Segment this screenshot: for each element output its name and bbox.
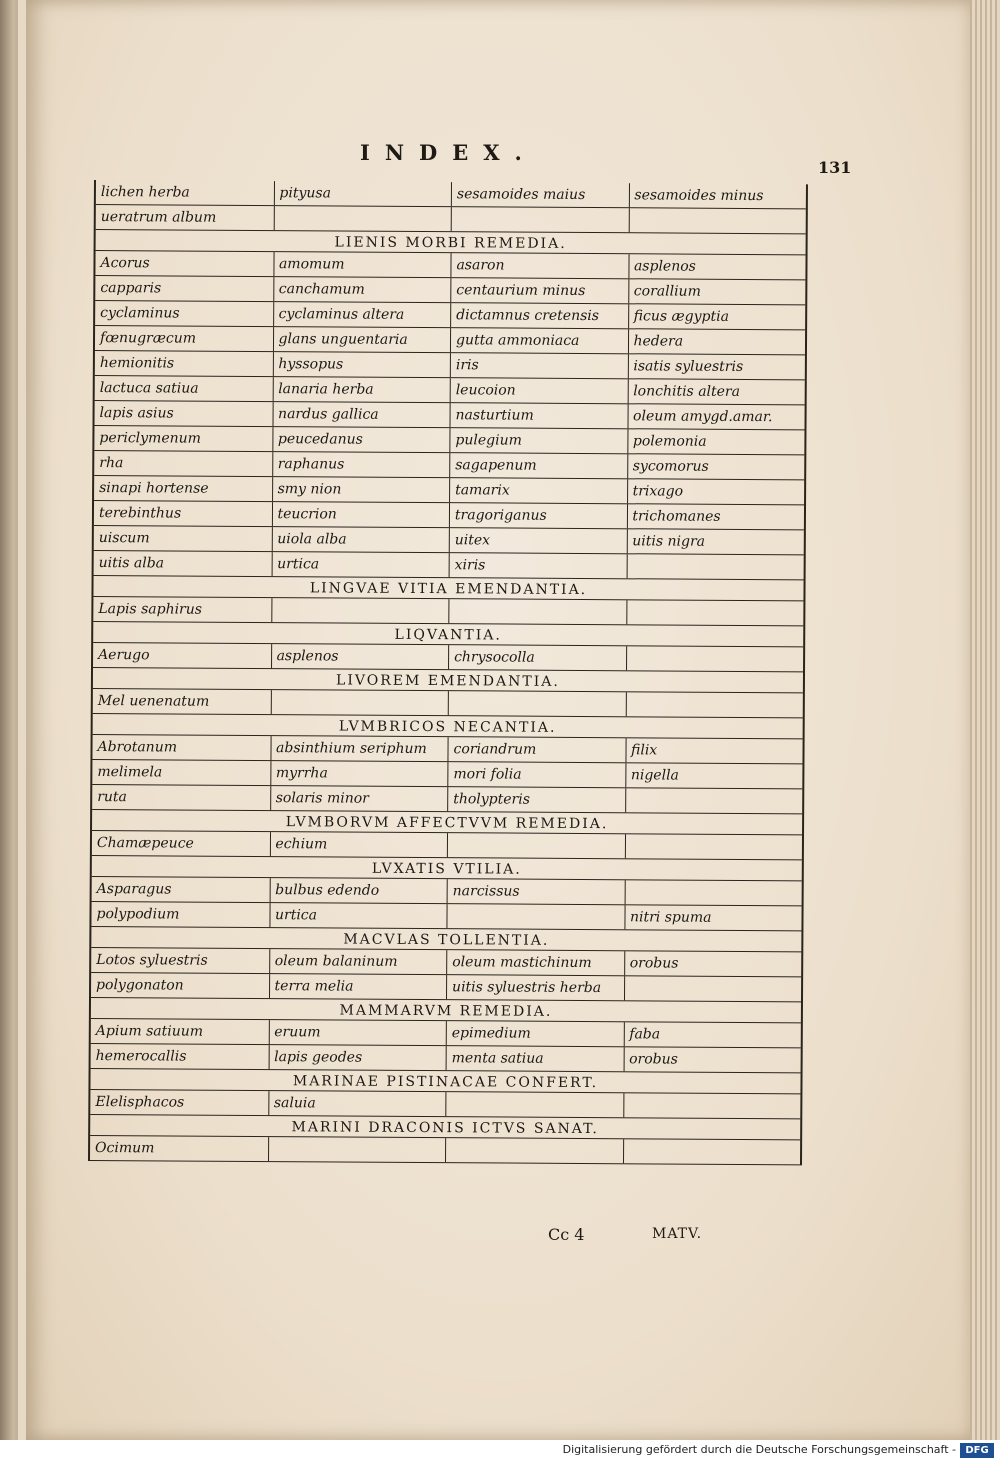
index-entry: uitis alba — [98, 555, 165, 572]
index-entry: oleum balaninum — [269, 949, 447, 974]
index-entry — [625, 788, 803, 813]
section-heading: LVXATIS VTILIA. — [92, 856, 802, 881]
index-entry: polygonaton — [96, 977, 184, 994]
index-entry: ruta — [97, 789, 127, 806]
index-entry: raphanus — [272, 452, 450, 477]
index-entry: Asparagus — [96, 881, 172, 898]
section-heading: LIVOREM EMENDANTIA. — [93, 668, 803, 693]
index-entry: urtica — [269, 903, 447, 928]
section-heading: LVMBORVM AFFECTVVM REMEDIA. — [92, 810, 802, 835]
index-entry: Elelisphacos — [95, 1094, 185, 1111]
index-entry: sinapi hortense — [99, 480, 209, 497]
section-heading: LIQVANTIA. — [93, 622, 803, 647]
index-entry: leucoion — [450, 378, 628, 403]
section-heading: MARINI DRACONIS ICTVS SANAT. — [90, 1115, 800, 1140]
index-entry — [626, 600, 804, 625]
index-entry — [273, 206, 451, 231]
index-entry: epimedium — [446, 1021, 624, 1046]
index-entry: nardus gallica — [272, 402, 450, 427]
index-entry: Aerugo — [98, 647, 150, 664]
index-entry: orobus — [623, 1047, 801, 1072]
index-entry: hyssopus — [272, 352, 450, 377]
index-entry: Ocimum — [95, 1140, 155, 1157]
index-entry: capparis — [100, 280, 162, 297]
index-entry: Acorus — [100, 255, 150, 272]
index-entry — [447, 833, 625, 858]
index-entry: lactuca satiua — [99, 380, 199, 397]
index-entry: smy nion — [272, 477, 450, 502]
index-entry — [624, 880, 802, 905]
index-entry: terra melia — [269, 974, 447, 999]
index-entry: saluia — [268, 1091, 446, 1116]
index-entry: Mel uenenatum — [97, 693, 210, 710]
section-heading: MAMMARVM REMEDIA. — [91, 998, 801, 1023]
index-entry: lanaria herba — [272, 377, 450, 402]
index-entry — [445, 1138, 623, 1163]
index-entry: cyclaminus — [100, 305, 180, 322]
section-heading: MARINAE PISTINACAE CONFERT. — [90, 1069, 800, 1094]
index-entry: oleum amygd.amar. — [627, 404, 805, 429]
index-entry: uiscum — [98, 530, 150, 547]
index-entry: eruum — [268, 1020, 446, 1045]
index-entry: bulbus edendo — [269, 878, 447, 903]
index-entry: asplenos — [271, 644, 449, 669]
index-entry: trichomanes — [626, 504, 804, 529]
index-entry: filix — [625, 738, 803, 763]
catchword: MATV. — [652, 1226, 703, 1242]
index-entry: solaris minor — [270, 786, 448, 811]
index-entry: sycomorus — [627, 454, 805, 479]
index-entry: tholypteris — [447, 787, 625, 812]
index-entry: uiola alba — [271, 527, 449, 552]
index-entry: Lotos syluestris — [96, 952, 208, 969]
index-entry: Chamæpeuce — [96, 835, 194, 852]
index-entry: polypodium — [96, 906, 180, 923]
index-entry — [623, 1139, 801, 1164]
index-row — [90, 1136, 800, 1165]
index-entry: terebinthus — [98, 505, 182, 522]
index-entry — [268, 1137, 446, 1162]
index-entry: orobus — [624, 951, 802, 976]
running-head: INDEX. — [360, 140, 537, 165]
index-entry: uitis syluestris herba — [446, 975, 624, 1000]
index-entry: oleum mastichinum — [446, 950, 624, 975]
index-entry — [623, 1093, 801, 1118]
index-entry: corallium — [628, 279, 806, 304]
index-entry: pityusa — [273, 181, 451, 206]
index-entry: glans unguentaria — [272, 327, 450, 352]
index-entry: hemionitis — [99, 355, 175, 372]
index-entry — [624, 834, 802, 859]
index-entry: mori folia — [447, 762, 625, 787]
index-entry: melimela — [97, 764, 163, 781]
page-stack-edge — [970, 0, 1000, 1440]
index-entry — [448, 691, 626, 716]
section-heading: LVMBRICOS NECANTIA. — [93, 714, 803, 739]
index-entry: fœnugræcum — [99, 330, 197, 347]
index-entry: sesamoides maius — [451, 182, 629, 207]
index-entry — [626, 554, 804, 579]
index-entry: echium — [269, 832, 447, 857]
index-entry: xiris — [449, 553, 627, 578]
index-entry: absinthium seriphum — [270, 736, 448, 761]
index-entry — [270, 690, 448, 715]
index-entry: polemonia — [627, 429, 805, 454]
index-entry: nasturtium — [449, 403, 627, 428]
index-entry: lapis geodes — [268, 1045, 446, 1070]
index-entry — [451, 207, 629, 232]
index-entry: menta satiua — [446, 1046, 624, 1071]
index-entry: centaurium minus — [450, 278, 628, 303]
index-entry: coriandrum — [447, 737, 625, 762]
index-entry — [445, 1092, 623, 1117]
index-entry: Abrotanum — [97, 739, 178, 756]
index-entry: lonchitis altera — [627, 379, 805, 404]
index-entry: sagapenum — [449, 453, 627, 478]
index-entry: hemerocallis — [95, 1048, 187, 1065]
section-heading: LIENIS MORBI REMEDIA. — [96, 230, 806, 255]
index-entry: uitis nigra — [626, 529, 804, 554]
signature-mark: Cc 4 — [548, 1225, 585, 1244]
index-entry: trixago — [627, 479, 805, 504]
index-entry: nitri spuma — [624, 905, 802, 930]
index-entry — [271, 598, 449, 623]
index-entry: isatis syluestris — [627, 354, 805, 379]
dfg-logo: DFG — [960, 1443, 994, 1458]
index-entry: hedera — [627, 329, 805, 354]
page-number: 131 — [818, 158, 852, 177]
index-entry: sesamoides minus — [628, 183, 806, 208]
index-entry: nigella — [625, 763, 803, 788]
index-entry: uitex — [449, 528, 627, 553]
index-entry: Apium satiuum — [95, 1023, 204, 1040]
index-entry: periclymenum — [99, 430, 201, 447]
index-entry: peucedanus — [272, 427, 450, 452]
index-entry: ueratrum album — [100, 209, 217, 226]
section-heading: LINGVAE VITIA EMENDANTIA. — [93, 576, 803, 601]
index-table — [88, 180, 808, 1165]
index-entry: faba — [623, 1022, 801, 1047]
index-entry: ficus ægyptia — [628, 304, 806, 329]
index-entry: tragoriganus — [449, 503, 627, 528]
index-entry: lapis asius — [99, 405, 174, 422]
index-entry — [628, 208, 806, 233]
index-entry: rha — [99, 455, 124, 472]
index-entry: iris — [450, 353, 628, 378]
index-entry — [446, 904, 624, 929]
index-entry: teucrion — [271, 502, 449, 527]
index-entry: gutta ammoniaca — [450, 328, 628, 353]
index-entry — [448, 599, 626, 624]
digitization-credit: Digitalisierung gefördert durch die Deutsche Forschungsgemeinschaft - — [562, 1443, 956, 1456]
index-entry: dictamnus cretensis — [450, 303, 628, 328]
index-entry: narcissus — [447, 879, 625, 904]
index-entry: Lapis saphirus — [98, 601, 203, 618]
index-entry: chrysocolla — [448, 645, 626, 670]
index-entry: pulegium — [449, 428, 627, 453]
index-entry — [626, 646, 804, 671]
index-entry: cyclaminus altera — [273, 302, 451, 327]
index-entry: asplenos — [628, 254, 806, 279]
index-entry: tamarix — [449, 478, 627, 503]
index-entry: amomum — [273, 252, 451, 277]
index-entry: lichen herba — [100, 184, 190, 201]
index-entry — [623, 976, 801, 1001]
index-entry: myrrha — [270, 761, 448, 786]
index-entry: asaron — [450, 253, 628, 278]
section-heading: MACVLAS TOLLENTIA. — [91, 927, 801, 952]
index-entry: urtica — [271, 552, 449, 577]
index-entry: canchamum — [273, 277, 451, 302]
index-entry — [625, 692, 803, 717]
